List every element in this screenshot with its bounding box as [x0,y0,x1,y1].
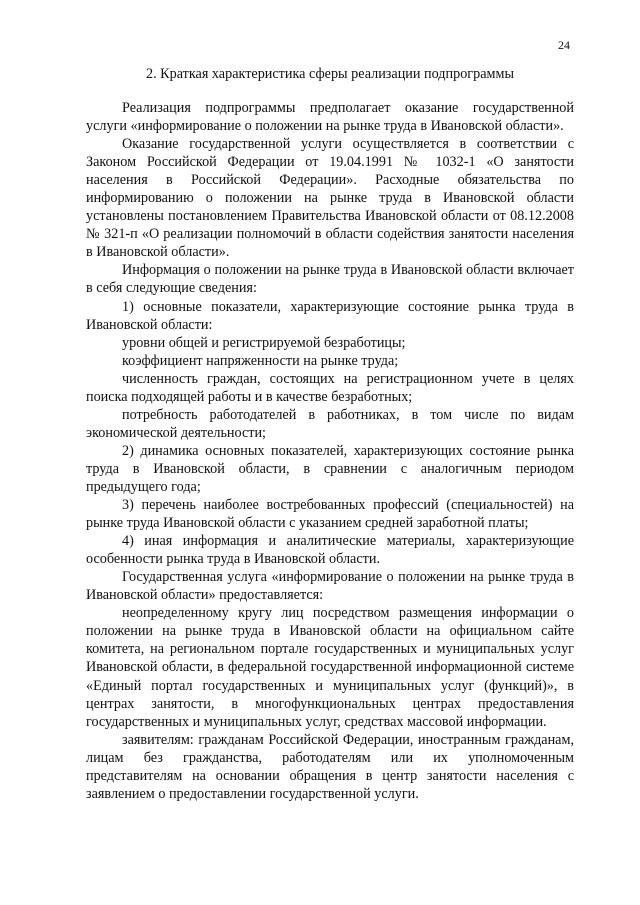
page-number: 24 [558,38,570,52]
list-item-employer-demand: потребность работодателей в работниках, в том числе по видам экономической деятельности; [86,406,574,441]
list-item-tension-coefficient: коэффициент напряженности на рынке труда; [122,352,399,369]
section-heading: 2. Краткая характеристика сферы реализации подпрограммы [145,66,514,82]
list-item-registered-citizens: численность граждан, состоящих на регистрационном учете в целях поиска подходящей работы и в качестве безработных; [86,370,574,405]
document-body [86,99,574,803]
list-item-unemployment-levels: уровни общей и регистрируемой безработицы; [122,334,406,351]
paragraph-applicants: заявителям: гражданам Российской Федерации, иностранным гражданам, лицам без гражданства, работодателям или их уполномоченным представителям на основании обращения в центр занятости населения с заявлением о предоставлении государственной услуги. [86,731,574,802]
list-item-other-information: 4) иная информация и аналитические материалы, характеризующие особенности рынка труда в Ивановской области. [86,533,574,568]
paragraph-public-recipients: неопределенному кругу лиц посредством размещения информации о положении на рынке труда в Ивановской области на официальном сайте комитета, на региональном портале государственных и муниципальных услуг Ивановской области, в федеральной государственной информационной системе «Единый портал государственных и муниципальных услуг (функций)», в центрах занятости, в многофункциональных центрах предоставления государственных и муниципальных услуг, средствах массовой информации. [86,605,574,730]
paragraph-service-provided: Государственная услуга «информирование о положении на рынке труда в Ивановской области» предоставляется: [86,569,574,604]
paragraph-service-intro: Реализация подпрограммы предполагает оказание государственной услуги «информирование о положении на рынке труда в Ивановской области». [86,100,574,135]
paragraph-legal-basis: Оказание государственной услуги осуществляется в соответствии с Законом Российской Федерации от 19.04.1991 № 1032-1 «О занятости населения в Российской Федерации». Расходные обязательства по информированию о положении на рынке труда в Ивановской области установлены постановлением Правительства Ивановской области от 08.12.2008 № 321-п «О реализации полномочий в области содействия занятости населения в Ивановской области». [86,136,574,261]
list-item-main-indicators: 1) основные показатели, характеризующие состояние рынка труда в Ивановской области: [86,298,574,333]
list-item-dynamics: 2) динамика основных показателей, характеризующих состояние рынка труда в Ивановской области, в сравнении с аналогичным периодом предыдущего года; [86,442,574,495]
list-item-demanded-professions: 3) перечень наиболее востребованных профессий (специальностей) на рынке труда Ивановской области с указанием средней заработной платы; [86,497,574,532]
paragraph-info-includes: Информация о положении на рынке труда в Ивановской области включает в себя следующие сведения: [86,262,574,297]
